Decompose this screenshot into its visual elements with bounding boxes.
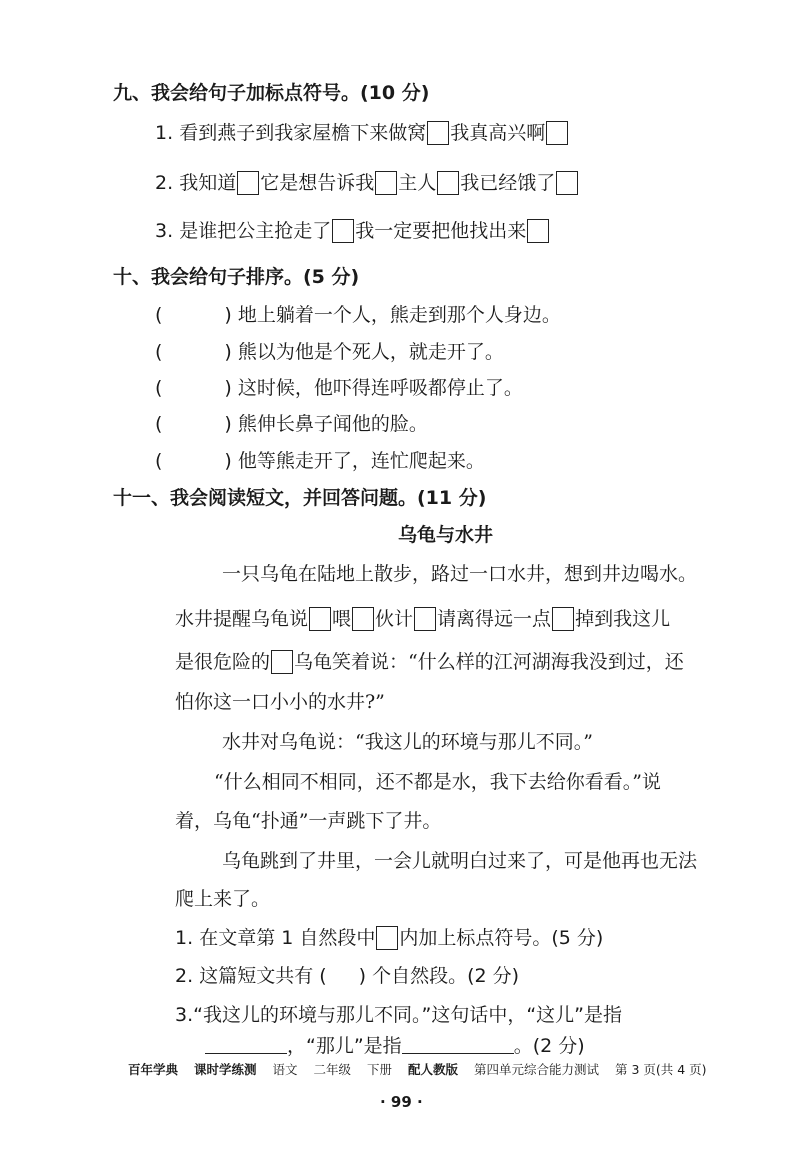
- story-para-4-line-1: 乌龟跳到了井里，一会儿就明白过来了，可是他再也无法: [222, 850, 698, 872]
- item-text: 熊伸长鼻子闻他的脸。: [237, 413, 428, 435]
- reading-question-1: [175, 923, 603, 950]
- story-text: 是很危险的: [175, 651, 271, 673]
- punctuation-box[interactable]: [414, 607, 436, 631]
- punctuation-box[interactable]: [546, 121, 568, 145]
- punctuation-box[interactable]: [375, 171, 397, 195]
- q-number: 1.: [175, 927, 194, 949]
- answer-underline[interactable]: [205, 1035, 287, 1054]
- section-9-title: 九、我会给句子加标点符号。(10 分): [113, 82, 430, 104]
- paren-close: ): [224, 341, 232, 363]
- punctuation-box[interactable]: [237, 171, 259, 195]
- paren-open: (: [319, 965, 327, 987]
- section-10-title: 十、我会给句子排序。(5 分): [113, 266, 360, 288]
- story-text: 乌龟笑着说：“什么样的江河湖海我没到过，还: [294, 651, 684, 673]
- q-number: 1.: [155, 122, 174, 144]
- q-number: 2.: [155, 172, 174, 194]
- paren-close: ): [224, 450, 232, 472]
- item-text: 地上躺着一个人，熊走到那个人身边。: [237, 304, 561, 326]
- story-text: 水井提醒乌龟说: [175, 608, 309, 630]
- order-item-3: [155, 373, 523, 400]
- punctuation-box[interactable]: [352, 607, 374, 631]
- q-text: 它是想告诉我: [260, 172, 375, 194]
- q-text: 在文章第 1 自然段中: [199, 927, 376, 949]
- paren-open: (: [155, 450, 163, 472]
- footer-brand: 百年学典: [128, 1062, 179, 1077]
- q-text: 我已经饿了: [460, 172, 556, 194]
- punctuation-box[interactable]: [427, 121, 449, 145]
- q-text: 我知道: [179, 172, 237, 194]
- footer-edition: 配人教版: [408, 1062, 459, 1077]
- q-number: 2.: [175, 965, 194, 987]
- punctuation-box[interactable]: [437, 171, 459, 195]
- q-text: 这篇短文共有: [199, 965, 314, 987]
- order-item-2: [155, 337, 504, 364]
- sec9-question-1: [155, 118, 569, 145]
- footer-subject: 语文: [272, 1062, 298, 1077]
- q-text: 看到燕子到我家屋檐下来做窝: [179, 122, 427, 144]
- punctuation-box[interactable]: [556, 171, 578, 195]
- reading-question-3-line-2: [205, 1031, 585, 1058]
- punctuation-box[interactable]: [332, 219, 354, 243]
- paren-open: (: [155, 304, 163, 326]
- paren-close: ): [224, 377, 232, 399]
- story-title: 乌龟与水井: [398, 524, 494, 546]
- story-para-1-line-2: [175, 604, 670, 631]
- footer-test: 第四单元综合能力测试: [474, 1062, 600, 1077]
- footer-series: 课时学练测: [194, 1062, 257, 1077]
- q-text: 内加上标点符号。(5 分): [399, 927, 604, 949]
- story-text: 喂: [332, 608, 352, 630]
- q-text: ，“那儿”是指: [287, 1035, 402, 1057]
- q-text: “我这儿的环境与那儿不同。”这句话中，“这儿”是指: [193, 1004, 623, 1026]
- answer-underline[interactable]: [402, 1035, 514, 1054]
- paren-open: (: [155, 341, 163, 363]
- paren-open: (: [155, 413, 163, 435]
- story-para-3-line-2: 着，乌龟“扑通”一声跳下了井。: [175, 810, 442, 832]
- item-text: 他等熊走开了，连忙爬起来。: [237, 450, 485, 472]
- paren-close: ): [358, 965, 367, 987]
- story-para-1-line-3: [175, 647, 684, 674]
- story-para-2: 水井对乌龟说：“我这儿的环境与那儿不同。”: [222, 731, 593, 753]
- section-11-title: 十一、我会阅读短文，并回答问题。(11 分): [113, 487, 487, 509]
- story-para-1-line-1: 一只乌龟在陆地上散步，路过一口水井，想到井边喝水。: [222, 563, 698, 585]
- page-footer: [128, 1060, 719, 1078]
- story-text: 请离得远一点: [437, 608, 552, 630]
- q-text: 主人: [398, 172, 437, 194]
- paren-close: ): [224, 413, 232, 435]
- q-number: 3.: [155, 220, 174, 242]
- paren-close: ): [224, 304, 232, 326]
- q-text: 个自然段。(2 分): [372, 965, 520, 987]
- page-number: · 99 ·: [380, 1093, 423, 1111]
- order-item-1: [155, 300, 561, 327]
- q-text: 。(2 分): [513, 1035, 585, 1057]
- item-text: 熊以为他是个死人，就走开了。: [237, 341, 504, 363]
- punctuation-box[interactable]: [309, 607, 331, 631]
- q-text: 我真高兴啊: [450, 122, 546, 144]
- q-number: 3.: [175, 1004, 194, 1026]
- story-para-4-line-2: 爬上来了。: [175, 888, 271, 910]
- footer-page-info: 第 3 页(共 4 页): [615, 1062, 707, 1077]
- reading-question-2: [175, 961, 519, 988]
- reading-question-3-line-1: [175, 1000, 622, 1027]
- punctuation-box[interactable]: [527, 219, 549, 243]
- story-para-1-line-4: 怕你这一口小小的水井?”: [175, 691, 385, 713]
- order-item-4: [155, 409, 428, 436]
- item-text: 这时候，他吓得连呼吸都停止了。: [237, 377, 523, 399]
- sec9-question-2: [155, 168, 579, 195]
- footer-term: 下册: [367, 1062, 393, 1077]
- q-text: 是谁把公主抢走了: [179, 220, 332, 242]
- order-item-5: [155, 446, 485, 473]
- punctuation-box[interactable]: [376, 926, 398, 950]
- punctuation-box[interactable]: [271, 650, 293, 674]
- story-para-3-line-1: “什么相同不相同，还不都是水，我下去给你看看。”说: [214, 771, 661, 793]
- sec9-question-3: [155, 216, 550, 243]
- story-text: 掉到我这儿: [575, 608, 671, 630]
- punctuation-box[interactable]: [552, 607, 574, 631]
- footer-grade: 二年级: [313, 1062, 352, 1077]
- story-text: 伙计: [375, 608, 414, 630]
- paren-open: (: [155, 377, 163, 399]
- q-text: 我一定要把他找出来: [355, 220, 527, 242]
